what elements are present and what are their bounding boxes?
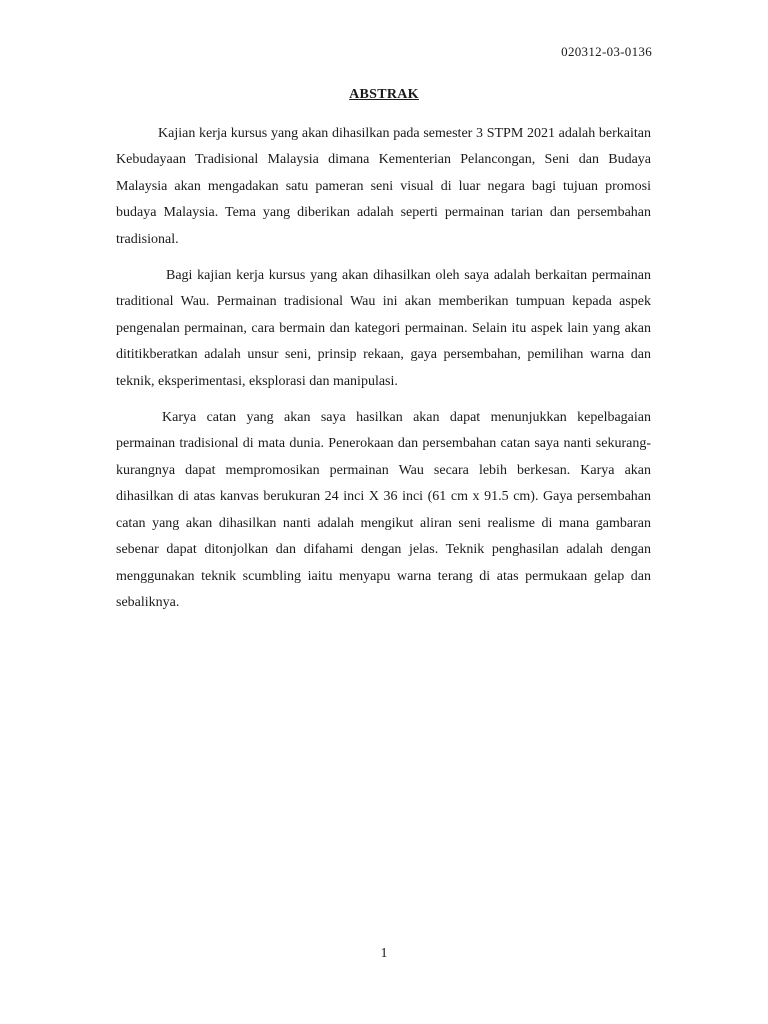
paragraph-1: Kajian kerja kursus yang akan dihasilkan pada semester 3 STPM 2021 adalah berkaitan Kebudayaan Tradisional Malaysia dimana Kementerian Pelancongan, Seni dan Budaya Malaysia akan mengadakan satu pameran seni visual di luar negara bagi tujuan promosi budaya Malaysia. Tema yang diberikan adalah seperti permainan tarian dan persembahan tradisional.: [116, 126, 651, 247]
page-title: ABSTRAK: [349, 87, 419, 102]
paragraph-3: Karya catan yang akan saya hasilkan akan dapat menunjukkan kepelbagaian permainan tradisional di mata dunia. Penerokaan dan persembahan catan saya nanti sekurang-kurangnya dapat mempromosikan permainan Wau secara lebih berkesan. Karya akan dihasilkan di atas kanvas berukuran 24 inci X 36 inci (61 cm x 91.5 cm). Gaya persembahan catan yang akan dihasilkan nanti adalah mengikut aliran seni realisme di mana gambaran sebenar dapat ditonjolkan dan difahami dengan jelas. Teknik penghasilan adalah dengan menggunakan teknik scumbling iaitu menyapu warna terang di atas permukaan gelap dan sebaliknya.: [116, 410, 651, 610]
page-number: 1: [380, 946, 388, 961]
paragraph-2: Bagi kajian kerja kursus yang akan dihasilkan oleh saya adalah berkaitan permainan traditional Wau. Permainan tradisional Wau ini akan memberikan tumpuan kepada aspek pengenalan permainan, cara bermain dan kategori permainan. Selain itu aspek lain yang akan dititikberatkan adalah unsur seni, prinsip rekaan, gaya persembahan, pemilihan warna dan teknik, eksperimentasi, eksplorasi dan manipulasi.: [116, 268, 651, 389]
abstract-body: [116, 121, 651, 626]
document-id-code: 020312-03-0136: [561, 44, 652, 59]
